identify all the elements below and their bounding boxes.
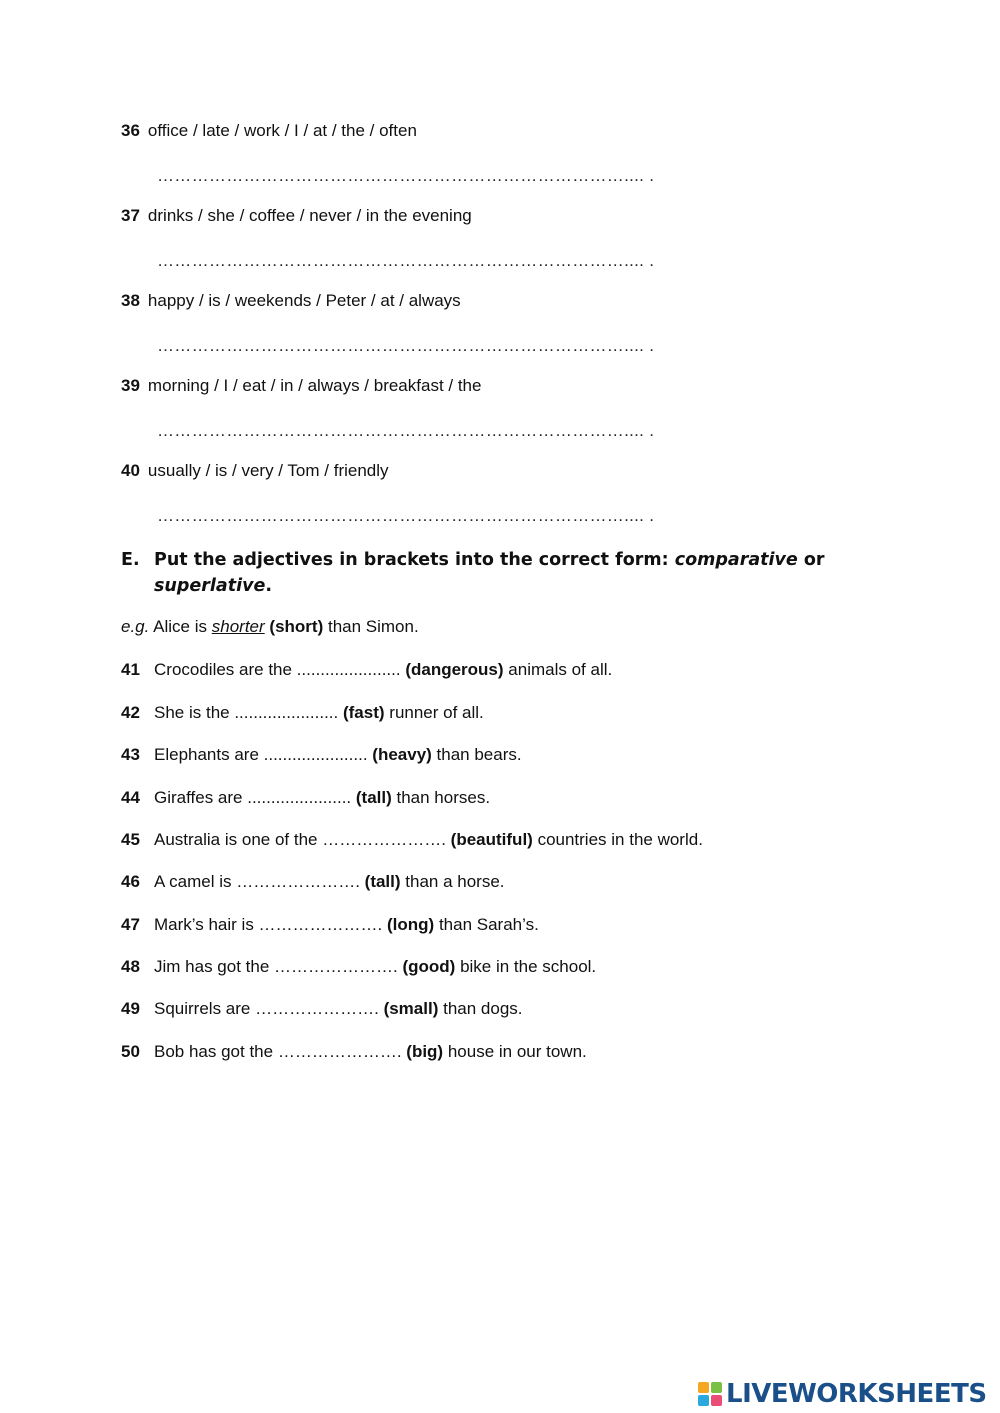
question-40 [121,460,389,482]
question-number: 49 [121,999,140,1018]
question-46 [121,871,505,893]
question-after: than Sarah’s. [438,915,539,934]
question-before[interactable]: Elephants are ...................... [154,745,368,764]
question-before[interactable]: Giraffes are ...................... [154,788,352,807]
question-after: than dogs. [443,999,523,1018]
question-before[interactable]: Crocodiles are the ...................... [154,660,401,679]
question-before[interactable]: Bob has got the …………………. [154,1042,402,1061]
question-adjective: (tall) [364,872,401,891]
answer-line-36[interactable]: ……………………………………………………………………….... . [157,166,655,185]
example-adjective: (short) [269,617,324,636]
question-after: than bears. [436,745,522,764]
question-50 [121,1041,587,1063]
question-number: 39 [121,376,140,395]
superlative-term: superlative [154,576,266,596]
question-after: than a horse. [405,872,505,891]
example-sentence [121,616,419,638]
question-before[interactable]: Mark’s hair is …………………. [154,915,383,934]
section-instruction: Put the adjectives in brackets into the correct form: [154,550,669,570]
question-number: 40 [121,461,140,480]
question-adjective: (fast) [342,703,385,722]
or-word: or [803,550,825,570]
question-adjective: (dangerous) [405,660,504,679]
question-38 [121,290,461,312]
liveworksheets-logo[interactable] [698,1379,987,1409]
liveworksheets-logo-icon [698,1382,722,1406]
question-48 [121,956,596,978]
question-adjective: (small) [383,999,439,1018]
question-adjective: (beautiful) [450,830,533,849]
question-adjective: (tall) [355,788,392,807]
question-44 [121,787,490,809]
question-number: 38 [121,291,140,310]
answer-line-39[interactable]: ……………………………………………………………………….... . [157,421,655,440]
question-adjective: (heavy) [372,745,432,764]
question-after: house in our town. [447,1042,587,1061]
question-before[interactable]: Squirrels are …………………. [154,999,379,1018]
question-before[interactable]: Jim has got the …………………. [154,957,398,976]
question-number: 50 [121,1042,140,1061]
section-letter: E. [121,550,140,570]
question-adjective: (big) [406,1042,444,1061]
question-after: countries in the world. [537,830,703,849]
question-41 [121,659,612,681]
question-number: 43 [121,745,140,764]
question-words: happy / is / weekends / Peter / at / always [147,291,461,310]
question-words: morning / I / eat / in / always / breakfast / the [147,376,482,395]
question-after: runner of all. [389,703,484,722]
question-number: 36 [121,121,140,140]
question-number: 37 [121,206,140,225]
section-e-heading [121,547,881,599]
logo-tile [711,1382,722,1393]
question-adjective: (long) [387,915,435,934]
answer-line-37[interactable]: ……………………………………………………………………….... . [157,251,655,270]
question-before[interactable]: A camel is …………………. [154,872,360,891]
heading-end: . [265,576,273,596]
logo-text: LIVEWORKSHEETS [726,1379,987,1409]
question-39 [121,375,481,397]
question-number: 42 [121,703,140,722]
question-after: bike in the school. [460,957,597,976]
question-number: 44 [121,788,140,807]
question-37 [121,205,472,227]
question-words: office / late / work / I / at / the / often [147,121,417,140]
question-number: 48 [121,957,140,976]
question-49 [121,998,523,1020]
question-words: drinks / she / coffee / never / in the evening [147,206,472,225]
example-after: than Simon. [327,617,419,636]
answer-line-38[interactable]: ……………………………………………………………………….... . [157,336,655,355]
comparative-term: comparative [674,550,798,570]
question-43 [121,744,522,766]
logo-tile [698,1395,709,1406]
logo-tile [711,1395,722,1406]
answer-line-40[interactable]: ……………………………………………………………………….... . [157,506,655,525]
question-words: usually / is / very / Tom / friendly [147,461,389,480]
question-47 [121,914,539,936]
question-before[interactable]: Australia is one of the …………………. [154,830,446,849]
question-number: 46 [121,872,140,891]
example-label: e.g. [121,617,150,636]
example-answer: shorter [211,617,265,636]
question-after: than horses. [396,788,491,807]
example-before: Alice is [153,617,208,636]
question-after: animals of all. [508,660,613,679]
question-number: 41 [121,660,140,679]
question-45 [121,829,703,851]
question-before[interactable]: She is the ...................... [154,703,339,722]
question-number: 47 [121,915,140,934]
question-36 [121,120,417,142]
question-number: 45 [121,830,140,849]
question-adjective: (good) [402,957,456,976]
question-42 [121,702,484,724]
logo-tile [698,1382,709,1393]
